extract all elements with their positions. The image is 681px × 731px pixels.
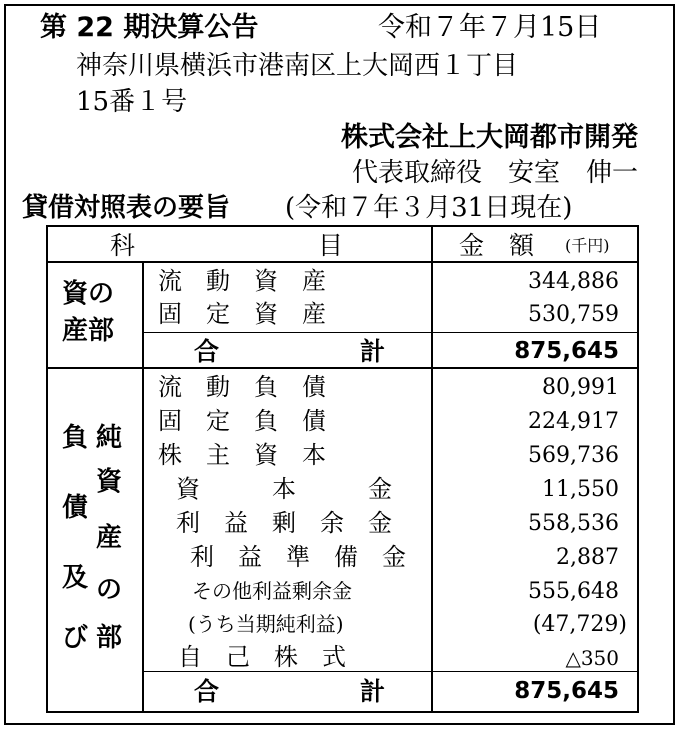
statement-subtitle: 貸借対照表の要旨 [22, 193, 231, 223]
amount-column-divider [431, 227, 433, 711]
company-name: 株式会社上大岡都市開発 [341, 122, 638, 153]
liab-group-char: 債 [62, 493, 89, 523]
asset-label: 流 動 資 産 [158, 267, 326, 295]
liab-total-value: 875,645 [514, 678, 619, 704]
section-divider [48, 367, 637, 369]
liab-group-char: 部 [96, 623, 123, 653]
liab-total-divider [142, 671, 637, 672]
liab-group-char: 及 [62, 563, 89, 593]
assets-total-label-1: 合 [194, 337, 220, 366]
header-kamoku-2: 目 [318, 231, 344, 260]
liab-group-char: 産 [96, 523, 123, 553]
liability-label: 流 動 負 債 [158, 373, 326, 401]
notice-date: 令和７年７月15日 [378, 12, 602, 43]
liability-value: 569,736 [528, 443, 619, 468]
liab-group-char: 純 [96, 423, 123, 453]
liability-label: 利 益 準 備 金 [190, 543, 406, 571]
liab-group-char: び [62, 623, 89, 653]
assets-total-divider [142, 332, 637, 333]
liab-total-label-1: 合 [194, 677, 220, 706]
header-row-divider [48, 261, 637, 263]
liability-label: その他利益剰余金 [192, 579, 352, 603]
liability-value: 558,536 [528, 511, 619, 536]
liability-label: 利 益 剰 余 金 [176, 509, 392, 537]
notice-title: 第 22 期決算公告 [40, 12, 259, 43]
liab-total-label-2: 計 [360, 677, 386, 706]
representative: 代表取締役 安室 伸一 [351, 158, 638, 188]
liability-value: 224,917 [528, 409, 619, 434]
group-column-divider [142, 261, 144, 711]
assets-total-value: 875,645 [514, 338, 619, 364]
assets-group-label-2: 産部 [62, 316, 115, 346]
header-amount: 金 額 [459, 231, 535, 260]
liability-label: 資 本 金 [176, 475, 392, 503]
liability-value: 2,887 [556, 545, 619, 570]
liab-group-char: の [96, 575, 123, 605]
liab-group-char: 資 [96, 467, 123, 497]
liability-value: 555,648 [528, 579, 619, 604]
asset-label: 固 定 資 産 [158, 300, 326, 328]
liability-value: (47,729) [532, 612, 627, 637]
balance-sheet-table [46, 225, 639, 713]
liability-label: 自 己 株 式 [178, 643, 346, 671]
liability-label: (うち当期純利益) [188, 612, 344, 636]
asset-value: 344,886 [528, 269, 619, 294]
header-kamoku-1: 科 [110, 231, 136, 260]
liability-value: 80,991 [542, 375, 619, 400]
liability-value: △350 [565, 646, 619, 670]
liability-value: 11,550 [542, 477, 619, 502]
assets-group-label-1: 資の [62, 279, 115, 309]
header-unit: (千円) [565, 236, 610, 255]
liab-group-char: 負 [62, 423, 89, 453]
liability-label: 株 主 資 本 [158, 441, 326, 469]
address-line-2: 15番１号 [76, 87, 188, 117]
liability-label: 固 定 負 債 [158, 407, 326, 435]
assets-total-label-2: 計 [360, 337, 386, 366]
address-line-1: 神奈川県横浜市港南区上大岡西１丁目 [76, 51, 519, 81]
statement-period: (令和７年３月31日現在) [285, 193, 573, 223]
asset-value: 530,759 [528, 302, 619, 327]
